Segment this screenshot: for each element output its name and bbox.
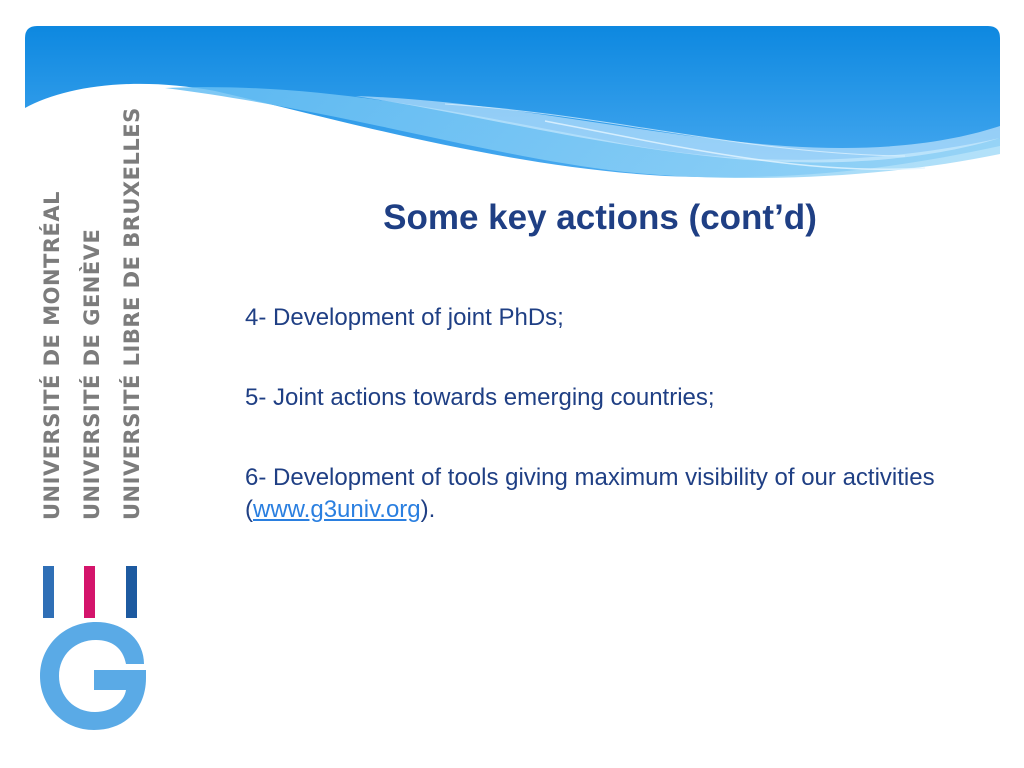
logo-bar-2: [84, 566, 95, 618]
list-item-text-end: ).: [420, 496, 436, 523]
university-names: [35, 107, 155, 520]
list-item: 4- Development of joint PhDs;: [245, 304, 564, 331]
logo-g-shape: [40, 622, 146, 730]
slide-title: Some key actions (cont’d): [383, 198, 817, 237]
header-wave-banner: [25, 26, 1000, 186]
logo-bar-1: [43, 566, 54, 618]
university-bruxelles-label: UNIVERSITÉ LIBRE DE BRUXELLES: [120, 107, 144, 520]
university-montreal-label: UNIVERSITÉ DE MONTRÉAL: [40, 190, 64, 520]
logo-bar-3: [126, 566, 137, 618]
list-item: [245, 462, 965, 526]
list-item: 5- Joint actions towards emerging countries;: [245, 384, 715, 411]
website-link[interactable]: www.g3univ.org: [253, 496, 421, 523]
g3-logo: [38, 566, 150, 732]
slide-body: [245, 302, 965, 574]
university-geneve-label: UNIVERSITÉ DE GENÈVE: [80, 228, 104, 520]
list-item-text: 6- Development of tools giving maximum visibility of our activities (: [245, 464, 935, 523]
